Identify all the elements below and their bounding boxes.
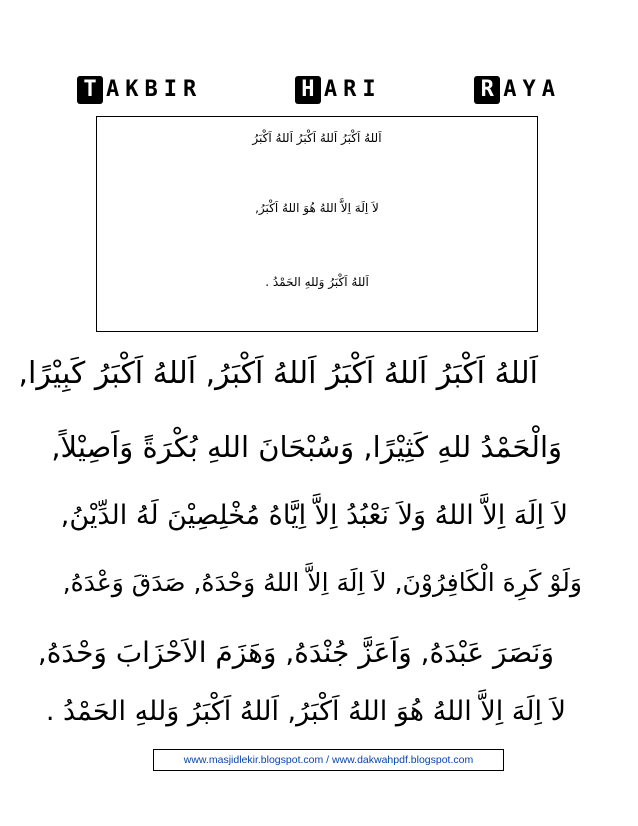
- title-word-rest: AYA: [503, 76, 561, 102]
- arabic-line: اَللهُ اَكْبَرُ اَللهُ اَكْبَرُ اَللهُ اَكْبَرُ: [252, 131, 382, 145]
- title-word-rest: ARI: [323, 76, 382, 102]
- title-word-takbir: [77, 76, 202, 104]
- title-word-rest: AKBIR: [106, 76, 203, 102]
- arabic-line: وَنَصَرَ عَبْدَهُ, وَاَعَزَّ جُنْدَهُ, وَهَزَمَ الاَحْزَابَ وَحْدَهُ,: [37, 636, 554, 669]
- title-initial-h: H: [295, 76, 321, 104]
- arabic-line: وَلَوْ كَرِهَ الْكَافِرُوْنَ, لاَ اِلَهَ اِلاَّ اللهُ وَحْدَهُ, صَدَقَ وَعْدَهُ,: [62, 568, 582, 597]
- title-word-raya: [474, 76, 561, 104]
- source-links[interactable]: www.masjidlekir.blogspot.com / www.dakwahpdf.blogspot.com: [153, 749, 504, 771]
- title-initial-r: R: [474, 76, 500, 104]
- arabic-line: لاَ اِلَهَ اِلاَّ اللهُ هُوَ اللهُ اَكْبَرُ,: [255, 201, 379, 215]
- arabic-line: وَالْحَمْدُ للهِ كَثِيْرًا, وَسُبْحَانَ اللهِ بُكْرَةً وَاَصِيْلاً,: [51, 430, 562, 464]
- boxed-takbir: [96, 116, 538, 332]
- document-title: [77, 73, 561, 106]
- title-word-hari: [295, 76, 382, 104]
- arabic-line: لاَ اِلَهَ اِلاَّ اللهُ وَلاَ نَعْبُدُ اِلاَّ اِيَّاهُ مُخْلِصِيْنَ لَهُ الدِّيْنُ,: [60, 500, 568, 531]
- arabic-line: اَللهُ اَكْبَرُ اَللهُ اَكْبَرُ اَللهُ اَكْبَرُ, اَللهُ اَكْبَرُ كَبِيْرًا,: [18, 356, 538, 391]
- arabic-line: لاَ اِلَهَ اِلاَّ اللهُ هُوَ اللهُ اَكْبَرُ, اَللهُ اَكْبَرُ وَللهِ الحَمْدُ .: [45, 696, 566, 727]
- title-initial-t: T: [77, 76, 103, 104]
- arabic-line: اَللهُ اَكْبَرُ وَللهِ الحَمْدُ .: [265, 275, 369, 289]
